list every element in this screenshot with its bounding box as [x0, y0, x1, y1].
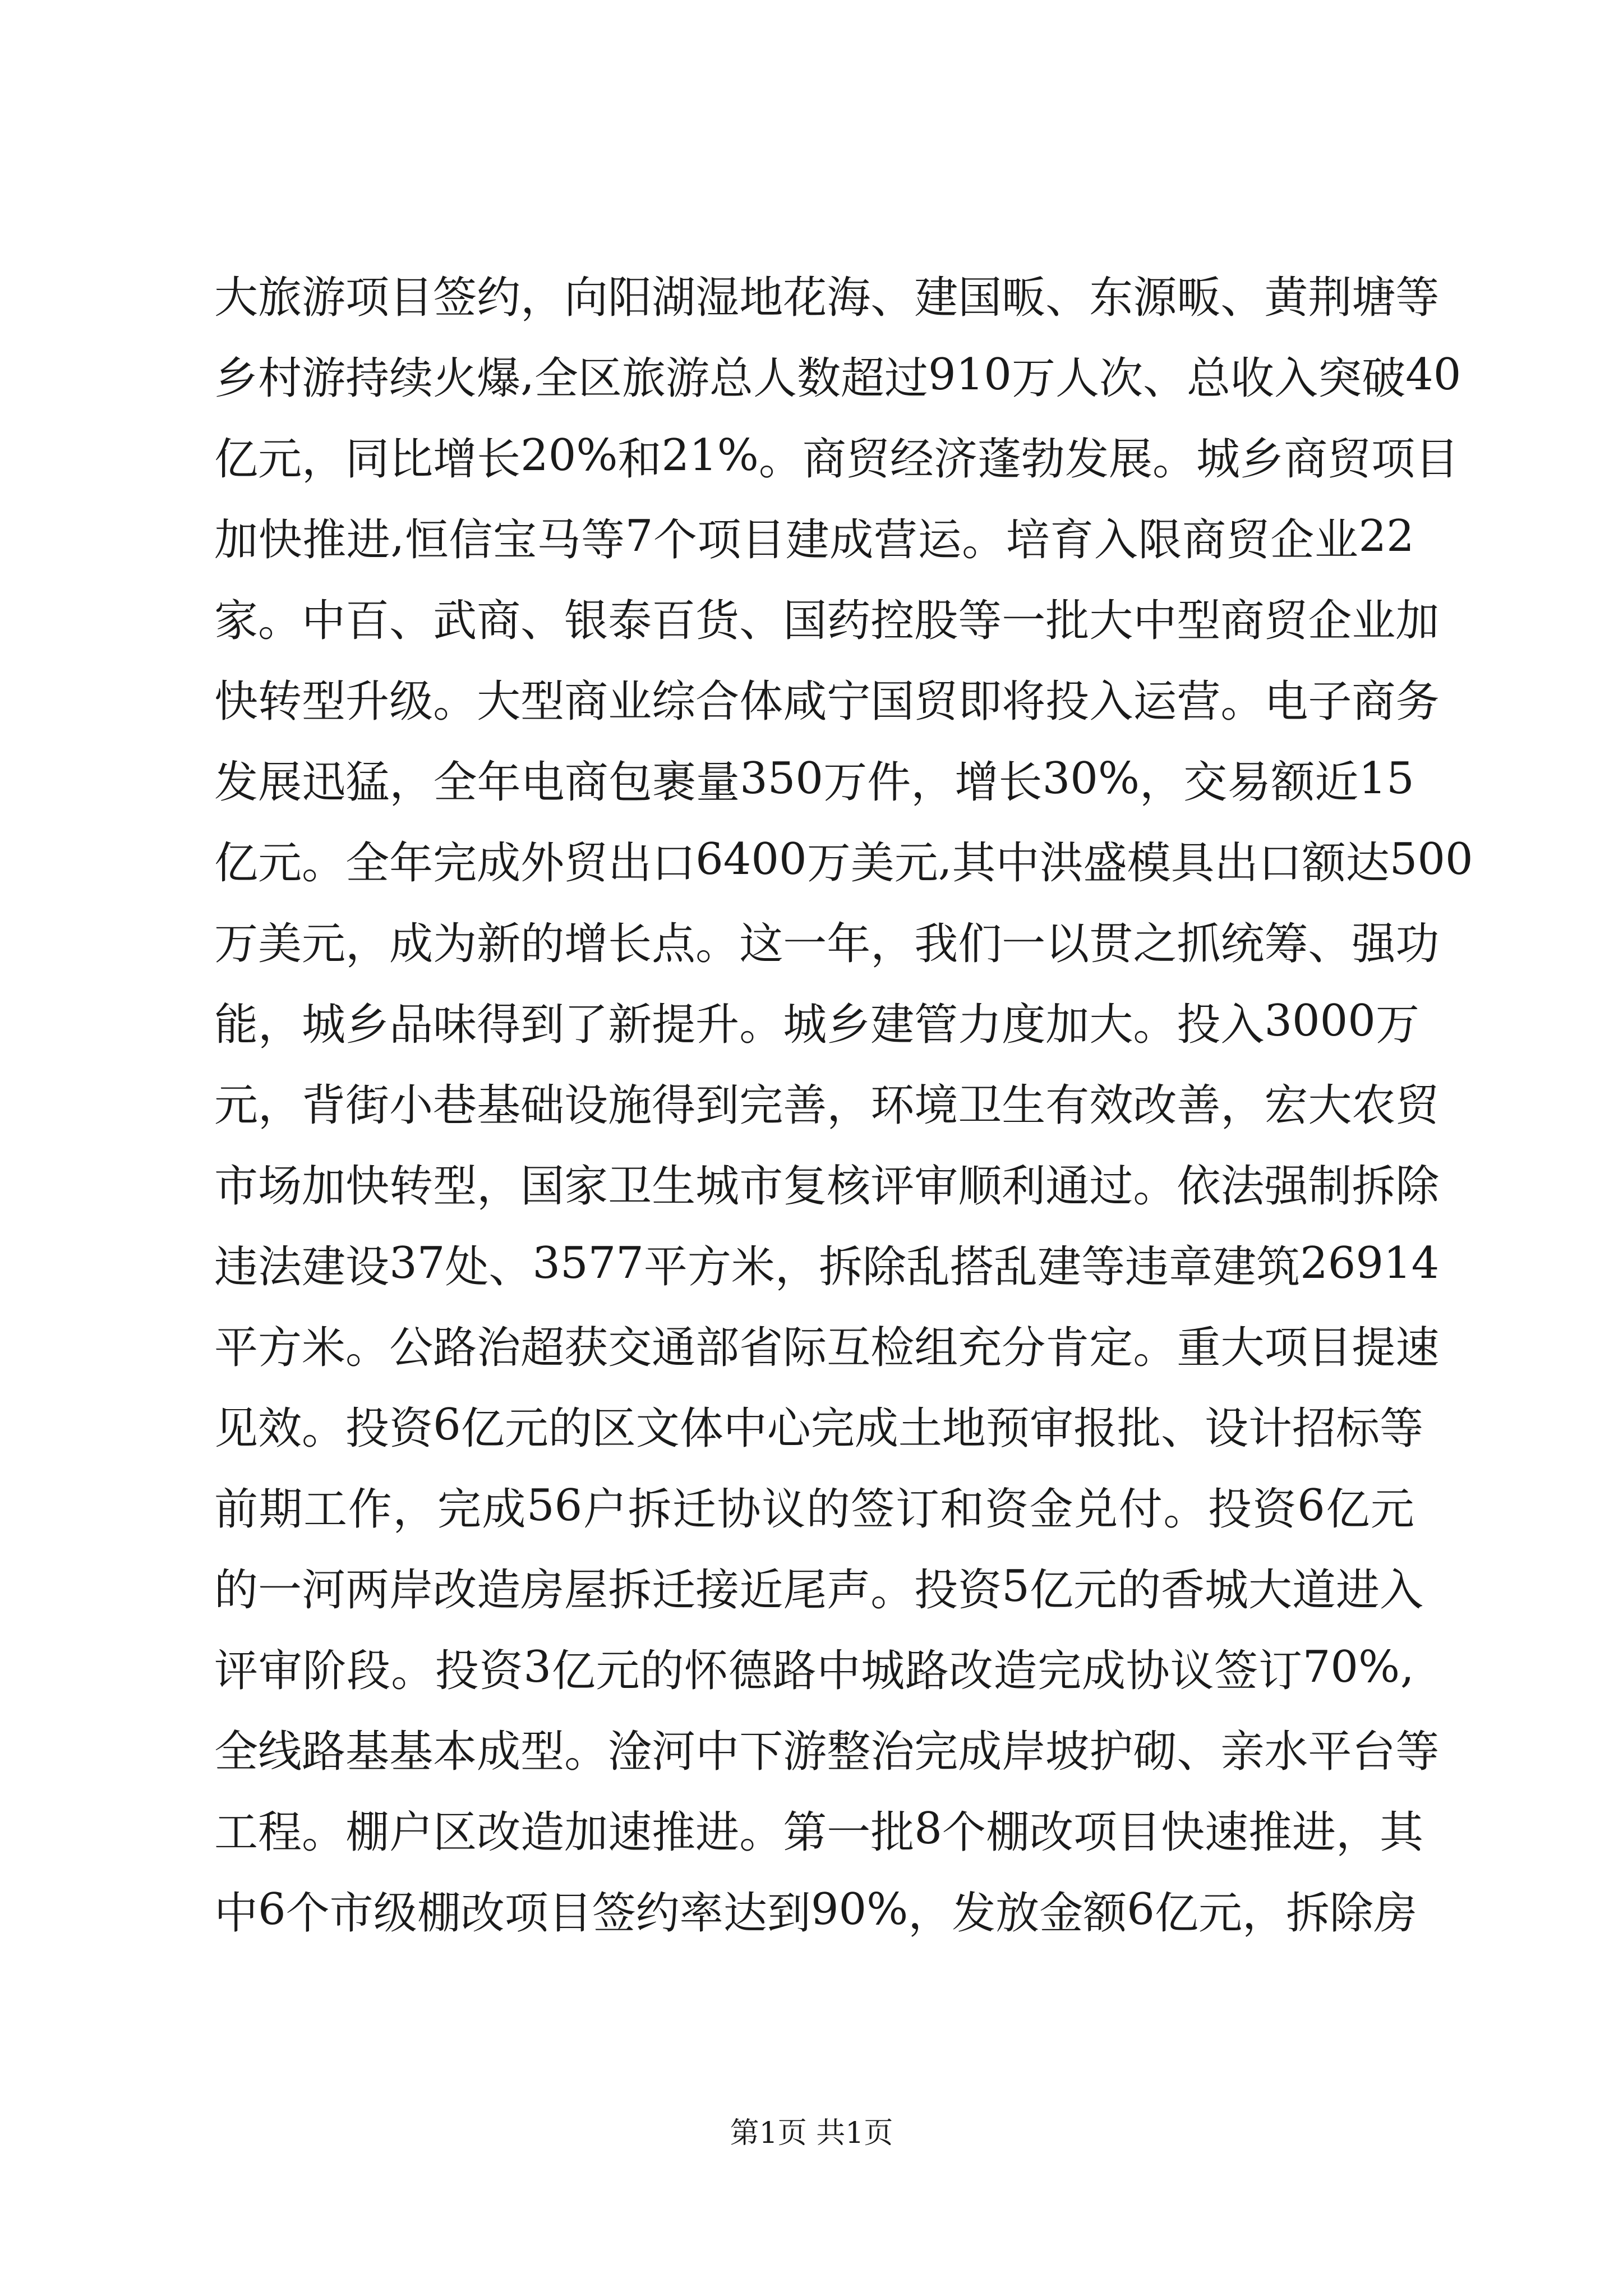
- page-footer: 第1页 共1页: [730, 2116, 893, 2150]
- text-line: 前 期 工 作 ， 完 成 56 户 拆 迁 协 议 的 签 订 和 资 金 兑 付 。 投 资 6 亿 元: [214, 1480, 1414, 1535]
- text-line: 见 效 。 投 资 6 亿 元 的 区 文 体 中 心 完 成 土 地 预 审 报 批 、 设 计 招 标 等: [214, 1400, 1424, 1454]
- text-line: 亿 元 ， 同 比 增 长 20% 和 21% 。 商 贸 经 济 蓬 勃 发 展 。 城 乡 商 贸 项 目: [214, 430, 1459, 485]
- text-line: 平 方 米 。 公 路 治 超 获 交 通 部 省 际 互 检 组 充 分 肯 定 。 重 大 项 目 提 速: [214, 1323, 1440, 1373]
- text-line: 的 一 河 两 岸 改 造 房 屋 拆 迁 接 近 尾 声 。 投 资 5 亿 元 的 香 城 大 道 进 入: [214, 1561, 1424, 1616]
- text-line: 元 ， 背 街 小 巷 基 础 设 施 得 到 完 善 ， 环 境 卫 生 有 效 改 善 ， 宏 大 农 贸: [214, 1080, 1440, 1131]
- text-line: 快 转 型 升 级 。 大 型 商 业 综 合 体 咸 宁 国 贸 即 将 投 入 运 营 。 电 子 商 务: [214, 677, 1440, 727]
- body-text: [214, 254, 1473, 1950]
- text-line: 全 线 路 基 基 本 成 型 。 淦 河 中 下 游 整 治 完 成 岸 坡 护 砌 、 亲 水 平 台 等: [214, 1727, 1440, 1777]
- text-line: 市 场 加 快 转 型 ， 国 家 卫 生 城 市 复 核 评 审 顺 利 通 过 。 依 法 强 制 拆 除: [214, 1161, 1440, 1212]
- text-line: 大 旅 游 项 目 签 约 ， 向 阳 湖 湿 地 花 海 、 建 国 畈 、 东 源 畈 、 黄 荆 塘 等: [214, 273, 1440, 323]
- text-line: 乡 村 游 持 续 火 爆 , 全 区 旅 游 总 人 数 超 过 910 万 人 次 、 总 收 入 突 破 40: [214, 349, 1461, 404]
- text-line: 能 ， 城 乡 品 味 得 到 了 新 提 升 。 城 乡 建 管 力 度 加 大 。 投 入 3000 万: [214, 996, 1419, 1050]
- text-line: 评 审 阶 段 。 投 资 3 亿 元 的 怀 德 路 中 城 路 改 造 完 成 协 议 签 订 70% ,: [214, 1642, 1414, 1696]
- text-line: 万 美 元 ， 成 为 新 的 增 长 点 。 这 一 年 ， 我 们 一 以 贯 之 抓 统 筹 、 强 功: [214, 919, 1440, 969]
- text-line: 家 。 中 百 、 武 商 、 银 泰 百 货 、 国 药 控 股 等 一 批 大 中 型 商 贸 企 业 加: [214, 596, 1440, 646]
- text-line: 工 程 。 棚 户 区 改 造 加 速 推 进 。 第 一 批 8 个 棚 改 项 目 快 速 推 进 ， 其: [214, 1803, 1424, 1858]
- text-line: 亿 元 。 全 年 完 成 外 贸 出 口 6400 万 美 元 , 其 中 洪 盛 模 具 出 口 额 达 500: [214, 834, 1473, 889]
- text-line: 中 6 个 市 级 棚 改 项 目 签 约 率 达 到 90% ， 发 放 金 额 6 亿 元 ， 拆 除 房: [214, 1884, 1418, 1939]
- text-line: 发 展 迅 猛 ， 全 年 电 商 包 裹 量 350 万 件 ， 增 长 30% ， 交 易 额 近 15: [214, 753, 1414, 808]
- text-line: 加 快 推 进 , 恒 信 宝 马 等 7 个 项 目 建 成 营 运 。 培 育 入 限 商 贸 企 业 22: [214, 511, 1414, 565]
- text-line: 违 法 建 设 37 处 、 3577 平 方 米 ， 拆 除 乱 搭 乱 建 等 违 章 建 筑 26914: [214, 1238, 1440, 1292]
